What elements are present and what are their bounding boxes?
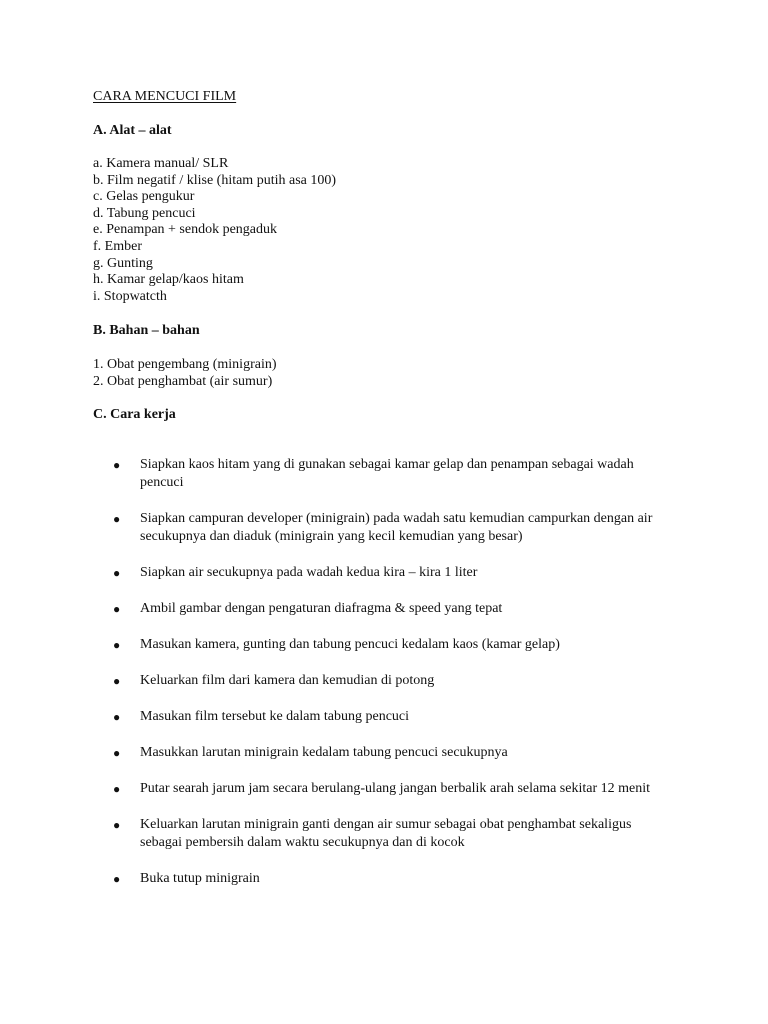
list-item [113, 744, 673, 762]
list-item [113, 708, 673, 726]
list-item [113, 456, 673, 492]
list-item [113, 816, 673, 852]
list-item [113, 636, 673, 654]
step-text: Masukkan larutan minigrain kedalam tabung pencuci secukupnya [140, 745, 508, 760]
step-text: Siapkan campuran developer (minigrain) pada wadah satu kemudian campurkan dengan air secukupnya dan diaduk (minigrain yang kecil kemudian yang besar) [140, 511, 653, 544]
procedure-steps [113, 456, 673, 906]
section-c-heading: C. Cara kerja [93, 407, 176, 422]
list-item: a. Kamera manual/ SLR [93, 156, 229, 171]
list-item [113, 510, 673, 546]
section-a-heading: A. Alat – alat [93, 123, 172, 138]
bullet-icon: ● [113, 818, 121, 832]
list-item: e. Penampan + sendok pengaduk [93, 222, 278, 238]
list-item: h. Kamar gelap/kaos hitam [93, 272, 244, 288]
list-item: 1. Obat pengembang (minigrain) [93, 357, 277, 372]
tools-list [93, 156, 336, 305]
list-item [113, 564, 673, 582]
bullet-icon: ● [113, 710, 121, 724]
materials-list [93, 357, 277, 390]
list-item: i. Stopwatcth [93, 288, 167, 304]
bullet-icon: ● [113, 746, 121, 760]
step-text: Ambil gambar dengan pengaturan diafragma & speed yang tepat [140, 601, 503, 616]
list-item [113, 672, 673, 690]
bullet-icon: ● [113, 638, 121, 652]
section-b-heading: B. Bahan – bahan [93, 323, 200, 338]
list-item: 2. Obat penghambat (air sumur) [93, 373, 273, 389]
step-text: Putar searah jarum jam secara berulang-ulang jangan berbalik arah selama sekitar 12 menit [140, 781, 651, 796]
list-item [113, 780, 673, 798]
list-item: b. Film negatif / klise (hitam putih asa 100) [93, 172, 337, 188]
step-text: Keluarkan larutan minigrain ganti dengan air sumur sebagai obat penghambat sekaligus sebagai pembersih dalam waktu secukupnya dan di kocok [140, 817, 632, 850]
list-item: f. Ember [93, 238, 142, 254]
step-text: Buka tutup minigrain [140, 871, 260, 886]
step-text: Siapkan air secukupnya pada wadah kedua kira – kira 1 liter [140, 565, 478, 580]
list-item [113, 600, 673, 618]
list-item [113, 870, 673, 888]
step-text: Masukan film tersebut ke dalam tabung pencuci [140, 709, 410, 724]
bullet-icon: ● [113, 458, 121, 472]
step-text: Masukan kamera, gunting dan tabung pencuci kedalam kaos (kamar gelap) [140, 637, 560, 652]
step-text: Siapkan kaos hitam yang di gunakan sebagai kamar gelap dan penampan sebagai wadah pencuci [140, 457, 634, 490]
bullet-icon: ● [113, 512, 121, 526]
bullet-icon: ● [113, 566, 121, 580]
list-item: c. Gelas pengukur [93, 189, 195, 205]
bullet-icon: ● [113, 872, 121, 886]
list-item: g. Gunting [93, 255, 153, 271]
step-text: Keluarkan film dari kamera dan kemudian di potong [140, 673, 435, 688]
bullet-icon: ● [113, 602, 121, 616]
bullet-icon: ● [113, 674, 121, 688]
list-item: d. Tabung pencuci [93, 205, 196, 221]
document-title: CARA MENCUCI FILM [93, 89, 237, 104]
bullet-icon: ● [113, 782, 121, 796]
